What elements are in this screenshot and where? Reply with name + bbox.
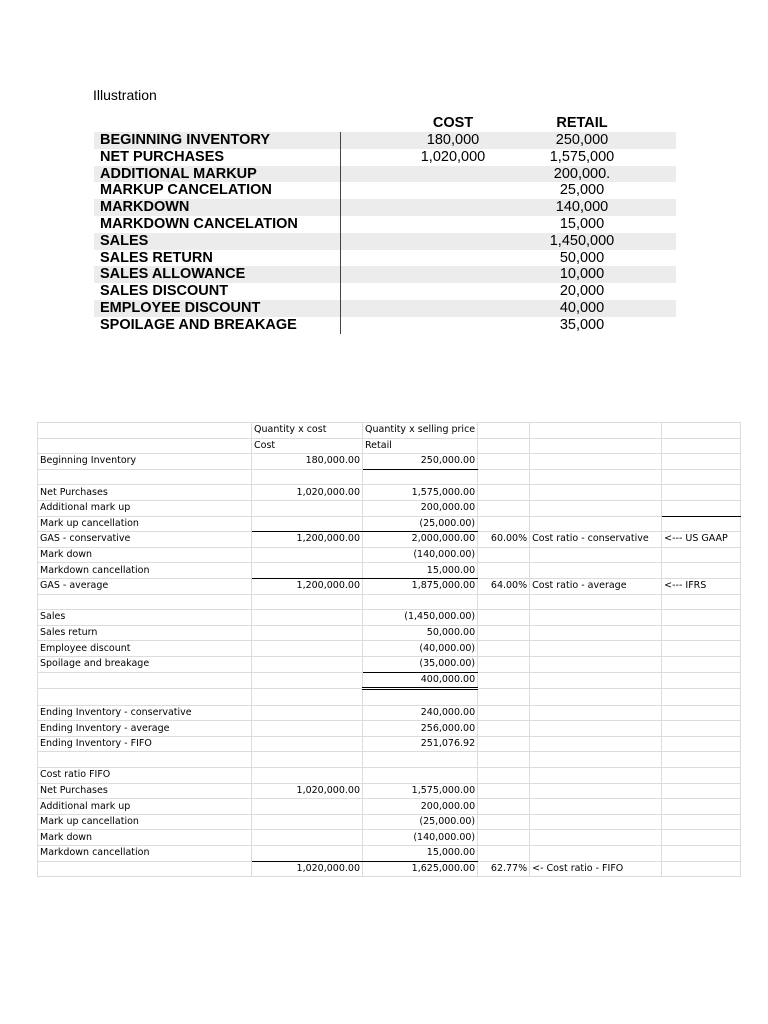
cost-cell	[252, 656, 363, 672]
ratio-cell	[478, 500, 530, 516]
ratio-cell	[478, 438, 530, 454]
cost-cell	[252, 500, 363, 516]
label-cell: Markdown cancellation	[38, 846, 252, 862]
retail-cell: 400,000.00	[363, 672, 478, 689]
sheet-row	[38, 625, 741, 641]
cost-value: 180,000	[426, 132, 480, 148]
standard-cell	[662, 689, 741, 706]
standard-cell	[662, 861, 741, 877]
label-cell: Mark up cancellation	[38, 516, 252, 532]
row-label: SALES	[100, 232, 149, 249]
retail-value: 250,000	[555, 132, 609, 148]
illustration-row	[94, 166, 676, 183]
ratio-cell	[478, 768, 530, 784]
row-label: SALES RETURN	[100, 249, 213, 266]
row-label: NET PURCHASES	[100, 148, 225, 165]
row-label: BEGINNING INVENTORY	[100, 132, 270, 148]
row-label: EMPLOYEE DISCOUNT	[100, 299, 261, 316]
label-cell	[38, 438, 252, 454]
note-cell	[530, 846, 662, 862]
note-cell	[530, 689, 662, 706]
retail-value: 50,000	[559, 249, 605, 266]
note-cell: Cost ratio - conservative	[530, 532, 662, 548]
note-cell: <- Cost ratio - FIFO	[530, 861, 662, 877]
ratio-cell	[478, 783, 530, 799]
ratio-cell	[478, 641, 530, 657]
retail-cell: (35,000.00)	[363, 656, 478, 672]
standard-cell	[662, 563, 741, 579]
retail-value: 20,000	[559, 283, 605, 300]
note-cell	[530, 656, 662, 672]
row-label: MARKDOWN CANCELATION	[100, 215, 298, 232]
ratio-cell	[478, 846, 530, 862]
label-cell	[38, 861, 252, 877]
label-cell: Additional mark up	[38, 500, 252, 516]
illustration-row	[94, 132, 676, 149]
sheet-row	[38, 469, 741, 485]
sheet-row	[38, 846, 741, 862]
note-cell	[530, 625, 662, 641]
cost-cell	[252, 469, 363, 485]
retail-cell: 256,000.00	[363, 721, 478, 737]
retail-value: 10,000	[559, 266, 605, 283]
ratio-cell	[478, 705, 530, 721]
label-cell: Markdown cancellation	[38, 563, 252, 579]
label-cell: Beginning Inventory	[38, 454, 252, 470]
cost-cell	[252, 610, 363, 626]
ratio-cell	[478, 516, 530, 532]
illustration-row	[94, 266, 676, 283]
note-cell	[530, 594, 662, 610]
row-label: ADDITIONAL MARKUP	[100, 165, 257, 182]
standard-cell	[662, 547, 741, 563]
label-cell: Mark down	[38, 547, 252, 563]
standard-cell	[662, 705, 741, 721]
note-cell	[530, 454, 662, 470]
ratio-cell	[478, 625, 530, 641]
cost-cell	[252, 563, 363, 579]
ratio-cell	[478, 485, 530, 501]
cost-cell	[252, 814, 363, 830]
sheet-row	[38, 438, 741, 454]
cost-cell: Cost	[252, 438, 363, 454]
row-label: SALES DISCOUNT	[100, 283, 229, 300]
ratio-cell	[478, 672, 530, 689]
standard-cell	[662, 641, 741, 657]
sheet-row	[38, 799, 741, 815]
cost-cell	[252, 594, 363, 610]
label-cell: Sales return	[38, 625, 252, 641]
note-cell	[530, 547, 662, 563]
label-cell	[38, 752, 252, 768]
standard-cell	[662, 768, 741, 784]
retail-cell: 50,000.00	[363, 625, 478, 641]
standard-cell	[662, 846, 741, 862]
retail-value: 140,000	[555, 199, 609, 216]
note-cell	[530, 705, 662, 721]
sheet-row	[38, 454, 741, 470]
standard-cell	[662, 783, 741, 799]
cost-cell: 1,200,000.00	[252, 578, 363, 594]
standard-cell	[662, 485, 741, 501]
cost-cell	[252, 846, 363, 862]
ratio-cell: 64.00%	[478, 578, 530, 594]
retail-cell: Quantity x selling price	[363, 423, 478, 439]
cost-cell	[252, 799, 363, 815]
ratio-cell	[478, 656, 530, 672]
label-cell: Net Purchases	[38, 485, 252, 501]
label-cell: Ending Inventory - average	[38, 721, 252, 737]
ratio-cell	[478, 547, 530, 563]
ratio-cell	[478, 814, 530, 830]
sheet-row	[38, 578, 741, 594]
label-cell: Ending Inventory - conservative	[38, 705, 252, 721]
computation-spreadsheet	[37, 422, 741, 877]
ratio-cell: 62.77%	[478, 861, 530, 877]
retail-cell: (25,000.00)	[363, 814, 478, 830]
standard-cell	[662, 814, 741, 830]
illustration-rows	[94, 132, 676, 334]
retail-value: 1,575,000	[549, 148, 615, 165]
row-label: SPOILAGE AND BREAKAGE	[100, 316, 297, 333]
sheet-row	[38, 656, 741, 672]
cost-cell	[252, 672, 363, 689]
label-cell: Additional mark up	[38, 799, 252, 815]
label-cell: Ending Inventory - FIFO	[38, 736, 252, 752]
sheet-row	[38, 783, 741, 799]
sheet-row	[38, 563, 741, 579]
standard-cell	[662, 625, 741, 641]
illustration-row	[94, 250, 676, 267]
cost-cell	[252, 768, 363, 784]
retail-cell	[363, 469, 478, 485]
ratio-cell	[478, 454, 530, 470]
ratio-cell	[478, 469, 530, 485]
illustration-row	[94, 283, 676, 300]
cost-cell	[252, 705, 363, 721]
illustration-row	[94, 317, 676, 334]
note-cell	[530, 768, 662, 784]
label-cell: Sales	[38, 610, 252, 626]
ratio-cell: 60.00%	[478, 532, 530, 548]
label-cell	[38, 594, 252, 610]
retail-cell	[363, 594, 478, 610]
note-cell	[530, 830, 662, 846]
ratio-cell	[478, 689, 530, 706]
note-cell	[530, 485, 662, 501]
label-cell	[38, 689, 252, 706]
retail-cell: 200,000.00	[363, 500, 478, 516]
retail-cell: 15,000.00	[363, 563, 478, 579]
note-cell	[530, 641, 662, 657]
label-cell: Net Purchases	[38, 783, 252, 799]
standard-cell	[662, 752, 741, 768]
sheet-row	[38, 736, 741, 752]
note-cell	[530, 799, 662, 815]
retail-cell: (140,000.00)	[363, 830, 478, 846]
label-cell	[38, 423, 252, 439]
sheet-row	[38, 610, 741, 626]
retail-cell	[363, 752, 478, 768]
cost-cell: 180,000.00	[252, 454, 363, 470]
standard-cell	[662, 516, 741, 532]
illustration-row	[94, 199, 676, 216]
ratio-cell	[478, 610, 530, 626]
sheet-row	[38, 752, 741, 768]
retail-value: 35,000	[559, 316, 605, 333]
illustration-row	[94, 300, 676, 317]
sheet-row	[38, 532, 741, 548]
sheet-row	[38, 672, 741, 689]
standard-cell	[662, 594, 741, 610]
ratio-cell	[478, 721, 530, 737]
sheet-row	[38, 500, 741, 516]
cost-cell: 1,200,000.00	[252, 532, 363, 548]
retail-cell: (1,450,000.00)	[363, 610, 478, 626]
note-cell: Cost ratio - average	[530, 578, 662, 594]
cost-cell: Quantity x cost	[252, 423, 363, 439]
ratio-cell	[478, 736, 530, 752]
ratio-cell	[478, 563, 530, 579]
note-cell	[530, 814, 662, 830]
standard-cell	[662, 830, 741, 846]
standard-cell	[662, 423, 741, 439]
note-cell	[530, 423, 662, 439]
label-cell: GAS - average	[38, 578, 252, 594]
label-cell	[38, 469, 252, 485]
note-cell	[530, 672, 662, 689]
note-cell	[530, 736, 662, 752]
cost-cell	[252, 830, 363, 846]
standard-cell	[662, 454, 741, 470]
retail-value: 40,000	[559, 299, 605, 316]
standard-cell	[662, 656, 741, 672]
sheet-row	[38, 547, 741, 563]
retail-cell: (40,000.00)	[363, 641, 478, 657]
retail-value: 1,450,000	[549, 232, 615, 249]
note-cell	[530, 610, 662, 626]
ratio-cell	[478, 752, 530, 768]
retail-cell: (25,000.00)	[363, 516, 478, 532]
retail-value: 200,000.	[553, 165, 611, 182]
standard-cell	[662, 500, 741, 516]
standard-cell	[662, 672, 741, 689]
illustration-row	[94, 149, 676, 166]
illustration-row	[94, 216, 676, 233]
label-cell: Spoilage and breakage	[38, 656, 252, 672]
retail-value: 25,000	[559, 182, 605, 199]
illustration-row	[94, 182, 676, 199]
cost-cell: 1,020,000.00	[252, 485, 363, 501]
cost-cell	[252, 736, 363, 752]
cost-cell	[252, 625, 363, 641]
illustration-row	[94, 233, 676, 250]
retail-cell: 240,000.00	[363, 705, 478, 721]
retail-cell: 15,000.00	[363, 846, 478, 862]
cost-cell	[252, 641, 363, 657]
standard-cell	[662, 438, 741, 454]
standard-cell	[662, 469, 741, 485]
label-cell: Mark down	[38, 830, 252, 846]
ratio-cell	[478, 830, 530, 846]
note-cell	[530, 469, 662, 485]
retail-cell: 200,000.00	[363, 799, 478, 815]
note-cell	[530, 783, 662, 799]
column-divider	[340, 132, 341, 334]
cost-cell	[252, 721, 363, 737]
cost-cell: 1,020,000.00	[252, 783, 363, 799]
cost-cell: 1,020,000.00	[252, 861, 363, 877]
note-cell	[530, 563, 662, 579]
standard-cell: <--- IFRS	[662, 578, 741, 594]
sheet-row	[38, 768, 741, 784]
cost-cell	[252, 752, 363, 768]
label-cell: Mark up cancellation	[38, 814, 252, 830]
illustration-title: Illustration	[93, 87, 157, 103]
standard-cell	[662, 799, 741, 815]
note-cell	[530, 721, 662, 737]
cost-column-header: COST	[432, 115, 474, 131]
standard-cell: <--- US GAAP	[662, 532, 741, 548]
standard-cell	[662, 736, 741, 752]
retail-cell: 251,076.92	[363, 736, 478, 752]
sheet-row	[38, 830, 741, 846]
sheet-row	[38, 861, 741, 877]
retail-cell: 1,575,000.00	[363, 485, 478, 501]
retail-value: 15,000	[559, 215, 605, 232]
retail-cell: 2,000,000.00	[363, 532, 478, 548]
label-cell: GAS - conservative	[38, 532, 252, 548]
ratio-cell	[478, 594, 530, 610]
sheet-row	[38, 423, 741, 439]
row-label: MARKDOWN	[100, 199, 190, 216]
retail-cell	[363, 689, 478, 706]
cost-cell	[252, 547, 363, 563]
retail-cell: (140,000.00)	[363, 547, 478, 563]
sheet-row	[38, 814, 741, 830]
note-cell	[530, 438, 662, 454]
row-label: SALES ALLOWANCE	[100, 266, 246, 283]
retail-cell: Retail	[363, 438, 478, 454]
retail-cell	[363, 768, 478, 784]
retail-column-header: RETAIL	[556, 115, 608, 131]
label-cell: Cost ratio FIFO	[38, 768, 252, 784]
note-cell	[530, 516, 662, 532]
retail-cell: 1,575,000.00	[363, 783, 478, 799]
sheet-row	[38, 689, 741, 706]
cost-value: 1,020,000	[420, 148, 486, 165]
sheet-row	[38, 516, 741, 532]
cost-cell	[252, 689, 363, 706]
ratio-cell	[478, 423, 530, 439]
retail-cell: 1,875,000.00	[363, 578, 478, 594]
sheet-row	[38, 594, 741, 610]
retail-cell: 250,000.00	[363, 454, 478, 470]
illustration-header	[94, 115, 676, 132]
note-cell	[530, 752, 662, 768]
standard-cell	[662, 610, 741, 626]
note-cell	[530, 500, 662, 516]
sheet-row	[38, 641, 741, 657]
retail-cell: 1,625,000.00	[363, 861, 478, 877]
row-label: MARKUP CANCELATION	[100, 182, 272, 199]
sheet-row	[38, 485, 741, 501]
label-cell	[38, 672, 252, 689]
standard-cell	[662, 721, 741, 737]
illustration-table	[94, 115, 676, 334]
ratio-cell	[478, 799, 530, 815]
sheet-row	[38, 721, 741, 737]
sheet-row	[38, 705, 741, 721]
label-cell: Employee discount	[38, 641, 252, 657]
cost-cell	[252, 516, 363, 532]
